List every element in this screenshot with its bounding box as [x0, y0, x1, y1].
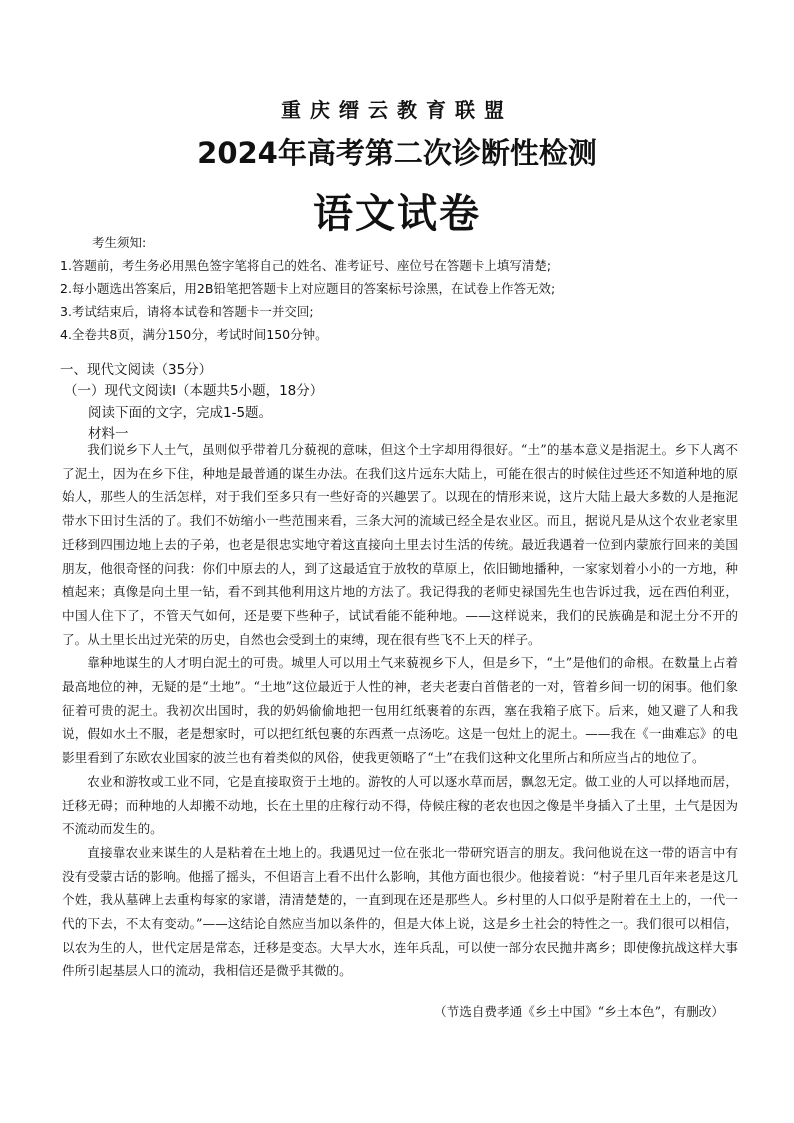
passage-paragraph: 直接靠农业来谋生的人是粘着在土地上的。我遇见过一位在张北一带研究语言的朋友。我问他说在这一带的语言中有没有受蒙古话的影响。他摇了摇头，不但语言上看不出什么影响，其他方面也很少。他接着说：“村子里几百年来老是这几个姓，我从墓碑上去重构每家的家谱，清清楚楚的，一直到现在还是那些人。乡村里的人口似乎是附着在土上的，一代一代的下去，不太有变动。”——这结论自然应当加以条件的，但是大体上说，这是乡土社会的特性之一。我们很可以相信，以农为生的人，世代定居是常态，迁移是变态。大旱大水，连年兵乱，可以使一部分农民抛井离乡；即使像抗战这样大事件所引起基层人口的流动，我相信还是微乎其微的。: [62, 844, 738, 979]
notice-item: 3.考试结束后，请将本试卷和答题卡一并交回;: [60, 304, 314, 319]
reading-passage: [62, 438, 738, 983]
notice-item: 2.每小题选出答案后，用2B铅笔把答题卡上对应题目的答案标号涂黑，在试卷上作答无效;: [60, 281, 556, 296]
notice-item: 1.答题前，考生务必用黑色签字笔将自己的姓名、准考证号、座位号在答题卡上填写清楚;: [60, 258, 552, 273]
subsection-title: （一）现代文阅读Ⅰ（本题共5小题，18分）: [64, 383, 324, 399]
passage-source: （节选自费孝通《乡土中国》“乡土本色”，有删改）: [434, 1004, 724, 1019]
section-title: 一、现代文阅读（35分）: [60, 362, 213, 378]
reading-instruction: 阅读下面的文字，完成1-5题。: [88, 405, 273, 421]
passage-paragraph: 靠种地谋生的人才明白泥土的可贵。城里人可以用土气来藐视乡下人，但是乡下，“土”是他们的命根。在数量上占着最高地位的神，无疑的是“土地”。“土地”这位最近于人性的神，老夫老妻白首偕老的一对，管着乡间一切的闲事。他们象征着可贵的泥土。我初次出国时，我的奶妈偷偷地把一包用红纸裹着的东西，塞在我箱子底下。后来，她又避了人和我说，假如水土不服，老是想家时，可以把红纸包裹的东西煮一点汤吃。这是一包灶上的泥土。——我在《一曲难忘》的电影里看到了东欧农业国家的波兰也有着类似的风俗，使我更领略了“土”在我们这种文化里所占和所应当占的地位了。: [62, 655, 738, 766]
exam-notice: [60, 232, 750, 346]
notice-item: 4.全卷共8页，满分150分，考试时间150分钟。: [60, 327, 328, 342]
exam-title: 2024年高考第二次诊断性检测: [197, 136, 597, 170]
subject-title: 语文试卷: [313, 191, 481, 237]
passage-paragraph: 我们说乡下人土气，虽则似乎带着几分藐视的意味，但这个土字却用得很好。“土”的基本意义是指泥土。乡下人离不了泥土，因为在乡下住，种地是最普通的谋生办法。在我们这片远东大陆上，可能在很古的时候住过些还不知道种地的原始人，那些人的生活怎样，对于我们至多只有一些好奇的兴趣罢了。以现在的情形来说，这片大陆上最大多数的人是拖泥带水下田讨生活的了。我们不妨缩小一些范围来看，三条大河的流域已经全是农业区。而且，据说凡是从这个农业老家里迁移到四围边地上去的子弟，也老是很忠实地守着这直接向土里去讨生活的传统。最近我遇着一位到内蒙旅行回来的美国朋友，他很奇怪的问我：你们中原去的人，到了这最适宜于放牧的草原上，依旧锄地播种，一家家划着小小的一方地，种植起来；真像是向土里一钻，看不到其他利用这片地的方法了。我记得我的老师史禄国先生也告诉过我，远在西伯利亚，中国人住下了，不管天气如何，还是要下些种子，试试看能不能种地。——这样说来，我们的民族确是和泥土分不开的了。从土里长出过光荣的历史，自然也会受到土的束缚，现在很有些飞不上天的样子。: [62, 442, 738, 647]
material-label: 材料一: [88, 426, 129, 442]
notice-heading: 考生须知:: [92, 235, 147, 250]
passage-paragraph: 农业和游牧或工业不同，它是直接取资于土地的。游牧的人可以逐水草而居，飘忽无定。做工业的人可以择地而居，迁移无碍；而种地的人却搬不动地，长在土里的庄稼行动不得，侍候庄稼的老农也因之像是半身插入了土里，土气是因为不流动而发生的。: [62, 773, 738, 837]
org-title: 重庆缙云教育联盟: [281, 98, 513, 122]
